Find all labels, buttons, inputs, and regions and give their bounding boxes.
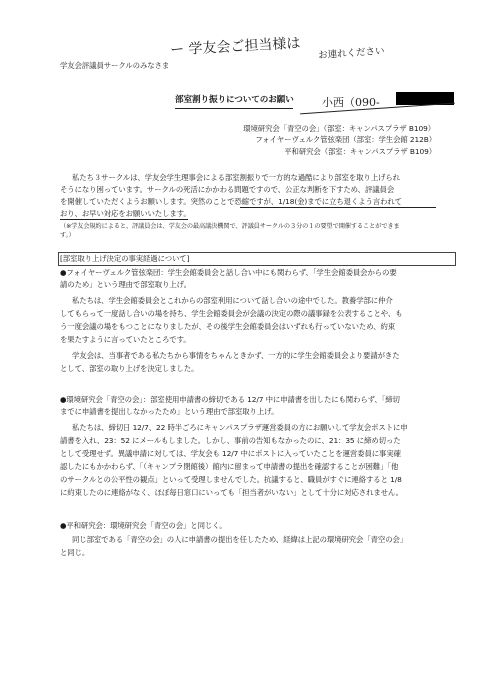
intro-line-1: 私たち３サークルは、学友会学生理事会による部室割振りで一方的な過酷により部室を取り上げられ	[72, 173, 400, 182]
section1-line-8: として、部室の取り上げを決定しました。	[60, 364, 199, 373]
bylaw-note-line-1: （※学友会規約によると、評議員会は、学友会の最高議決機関で、評議員サークルの３分の１の要望で開催することができま	[60, 223, 400, 230]
handwritten-contact: 小西（090-	[322, 96, 380, 109]
section2-line-4: 請書を入れ、23：52 にメールもしました。しかし、事前の告知もなかったのに、21：35 に締め切った	[60, 436, 401, 445]
facts-header: [部室取り上げ決定の事実経過について]	[60, 254, 190, 263]
section3-line-2: 同じ部室である「青空の会」の人に申請書の提出を任したため、経緯は上記の環境研究会「青空の会」	[72, 535, 408, 544]
addressee: 学友会評議員サークルのみなさま	[60, 61, 170, 70]
sender-1: 環境研究会「青空の会」（部室：キャンパスプラザ B109）	[243, 124, 435, 133]
section2-line-5: として受理せず。異議申請に対しては、学友会も 12/7 中にポストに入っていたことを運営委員に事実確	[60, 449, 401, 458]
section1-line-7: 学友会は、当事者である私たちから事情をちゃんときかず、一方的に学生会館委員会より要請がきた	[72, 351, 400, 360]
intro-line-3: を開催していただくようお願いします。突然のことで恐縮ですが、1/18(金)までに立ち退くよう言われて	[60, 197, 402, 206]
handwritten-note-contact-person: ー 学友会ご担当様は	[169, 35, 301, 59]
bylaw-note-line-2: す。）	[60, 232, 75, 239]
section1-line-6: を果たすように言っていたところです。	[60, 335, 191, 344]
intro-underline-2	[60, 219, 188, 220]
intro-underline-1	[240, 207, 436, 208]
section1-line-5: う一度会議の場をもつことになりましたが、その後学生会館委員会はいずれも行っていないため、約束	[60, 322, 396, 331]
section2-line-7: のサークルとの公平性の観点」といって受理しませんでした。抗議すると、職員がすぐに連絡すると 1/8	[60, 475, 402, 484]
sender-3: 平和研究会（部室：キャンパスプラザ B109）	[284, 147, 436, 156]
sender-2: フォイヤーヴェルク管弦楽団（部室：学生会館 212B）	[255, 135, 436, 144]
section1-line-3: 私たちは、学生会館委員会とこれからの部室利用について話し合いの途中でした。教養学部に仲介	[72, 296, 393, 305]
section1-line-1: ●フォイヤーヴェルク管弦楽団：学生会館委員会と話し合い中にも関わらず、「学生会館委員会からの要	[60, 268, 397, 277]
section3-line-1: ●平和研究会：環境研究会「青空の会」と同じく。	[60, 521, 227, 530]
section1-line-4: してもらって一度話し合いの場を持ち、学生会館委員会が会議の決定の際の議事録を公表することや、も	[60, 309, 403, 318]
title-underline	[175, 108, 293, 109]
intro-line-2: そうになり困っています。サークルの死活にかかわる問題ですので、公正な判断を下すため、評議員会	[60, 185, 395, 194]
section2-line-1: ●環境研究会「青空の会」：部室使用申請書の締切である 12/7 中に申請書を出したにも関わらず、「締切	[60, 395, 400, 404]
handwritten-note-bring: お連れください	[317, 45, 385, 62]
section2-line-8: に約束したのに連絡がなく、ほぼ毎日窓口にいっても「担当者がいない」として十分に対応されません。	[60, 488, 403, 497]
document-title: 部室割り振りについてのお願い	[175, 95, 294, 105]
section3-line-3: と同じ。	[60, 548, 90, 557]
section1-line-2: 請のため」という理由で部室取り上げ。	[60, 280, 191, 289]
section2-line-2: までに申請書を提出しなかったため」という理由で部室取り上げ。	[60, 407, 279, 416]
section2-line-3: 私たちは、締切日 12/7、22 時半ごろにキャンパスプラザ運営委員の方にお願いして学友会ポストに申	[72, 423, 408, 432]
section2-line-6: 認したにもかかわらず、「（キャンプラ閉館後）館内に留まって申請書の提出を確認することが困難」「他	[60, 462, 399, 471]
intro-line-4: おり、お早い対応をお願いいたします。	[60, 209, 191, 218]
